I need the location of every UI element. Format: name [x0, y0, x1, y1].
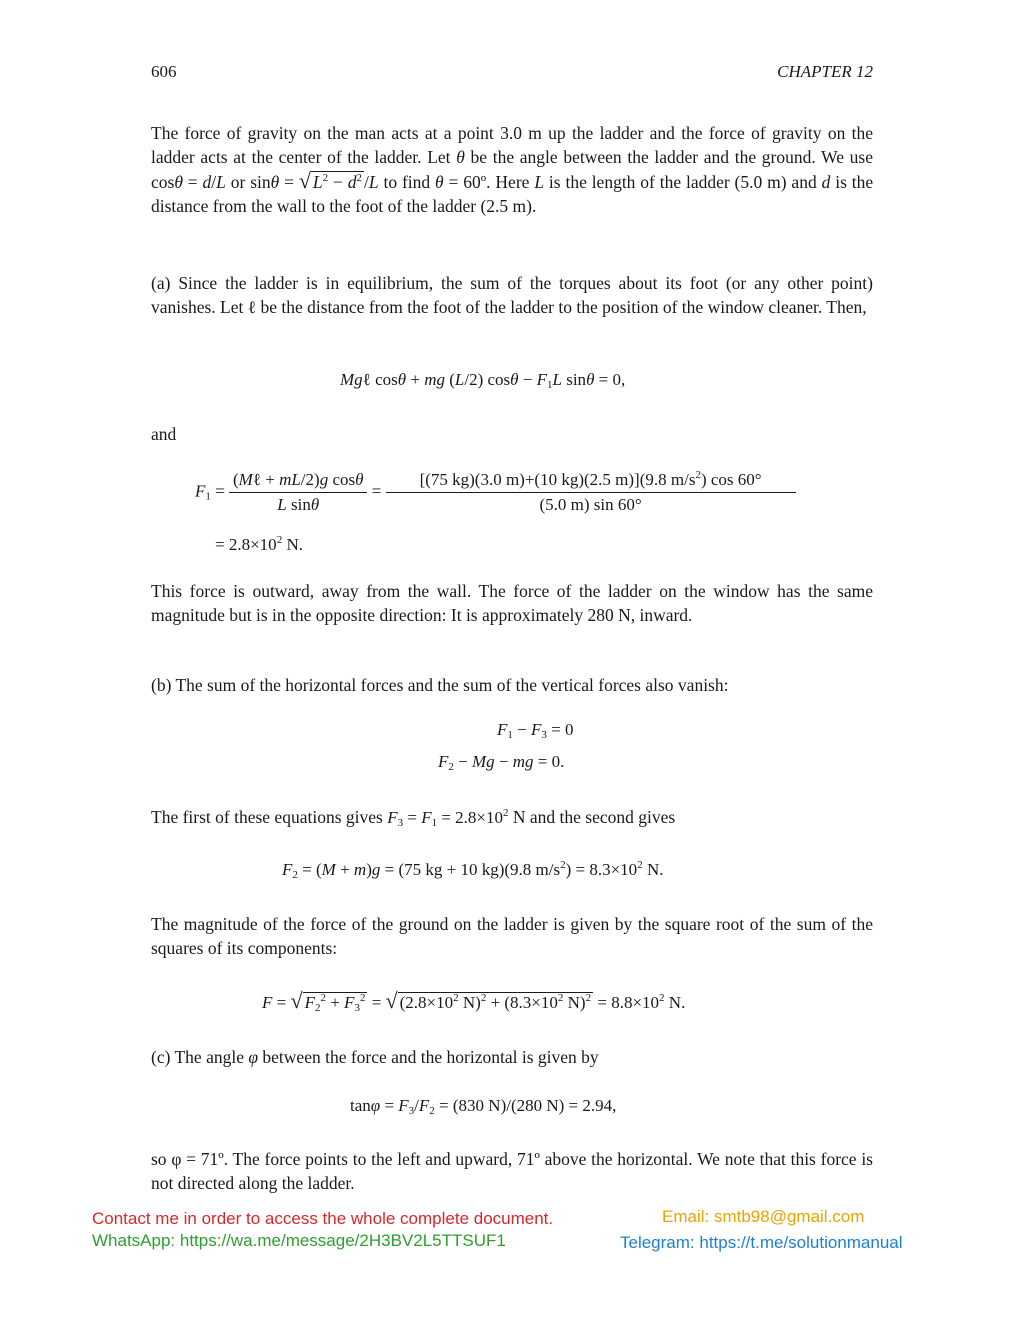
part-c-paragraph: (c) The angle φ between the force and the horizontal is given by — [151, 1047, 599, 1067]
whatsapp-link[interactable]: WhatsApp: https://wa.me/message/2H3BV2L5TTSUF1 — [92, 1231, 506, 1250]
torque-equation: Mgℓ cosθ + mg (L/2) $\cos\theta - F_1L$ sinθ = 0, — [340, 370, 626, 391]
page-number: 606 — [151, 62, 177, 81]
part-a-paragraph: (a) Since the ladder is in equilibrium, the sum of the torques about its foot (or any other point) vanishes. Let ℓ be the distance from the foot of the ladder to the position of the window cleaner. Then, — [151, 273, 873, 317]
theta-value: = 60º. — [448, 172, 491, 192]
part-b-paragraph: (b) The sum of the horizontal forces and the sum of the vertical forces also vanish: — [151, 675, 729, 695]
sin-formula: sinθ = √ $L^2 - d^2$ /L — [250, 168, 379, 193]
theta-symbol: θ — [456, 146, 465, 167]
f1-result: = $2.8\times 10^2$ N. — [215, 534, 303, 554]
intro-text-2: be the angle between the ladder and the ground. We use — [470, 146, 874, 167]
intro-text-6: is the distance from the wall to the foot of the ladder (2.5 m). — [151, 172, 874, 216]
intro-text-4: Here — [495, 172, 530, 192]
vertical-equation: $F_2 - Mg$ − mg = 0. — [438, 752, 565, 773]
intro-text-5: is the length of the ladder (5.0 m) and — [548, 172, 817, 192]
f2-equation: $F_2 = (M + m)g = (75$ kg + 10 kg)(9.8 $m/s^2) = 8.3\times 10^2$ N. — [282, 859, 664, 881]
intro-paragraph: The force of gravity on the man acts at a point 3.0 m up the ladder and the force of gravity on the ladder acts at the center of the ladder. Let θ be the angle between the ladder and the ground. We use cosθ = d/L or sinθ = √ $L^2 - d^2$ /L to find θ = 60º. Here L is the length of the ladder (5.0 m) and d is the distance from the wall to the foot of the ladder (2.5 m). — [151, 123, 874, 216]
and-text: and — [151, 424, 177, 444]
tan-equation: $\tan\varphi = F_3/F_2 = (830$ N)/(280 N) = 2.94, — [350, 1096, 617, 1117]
intro-text-3: to find — [383, 172, 431, 192]
cos-formula: cosθ = d/L — [151, 172, 226, 192]
email-link[interactable]: Email: smtb98@gmail.com — [662, 1207, 865, 1226]
magnitude-equation: F = √ $F_2^2 + F_3^2$ = √ ($2.8\times 10^2$ $N)^2 + (8.3\times 10^2$ $N)^2 = 8.8\times 10^2$ N. — [262, 988, 686, 1014]
f1-equation: $F_1$ = $\frac{\text{(Mℓ + mL/2)g cosθ}}{\text{L sinθ}}$ = $\frac{[(75 kg)(3.0 m)+(10 kg)(2.5 m)](9.8 m/s^2) \cos 60^\circ}{(5.0 m) \sin 60^\circ}$ — [195, 470, 796, 515]
contact-note: Contact me in order to access the whole complete document. — [92, 1209, 554, 1228]
part-b-text: The first of these equations gives $F_3 = F_1 = 2.8\times 10^2$ N and the second gives — [151, 807, 676, 829]
chapter-title: CHAPTER 12 — [777, 62, 873, 81]
part-c-conclusion: so φ = 71º. The force points to the left and upward, 71º above the horizontal. We note that this force is not directed along the ladder. — [151, 1149, 873, 1193]
part-a-conclusion: This force is outward, away from the wall. The force of the ladder on the window has the same magnitude but is in the opposite direction: It is approximately 280 N, inward. — [151, 581, 873, 625]
part-b-magnitude-text: The magnitude of the force of the ground on the ladder is given by the square root of the sum of the squares of its components: — [151, 914, 873, 958]
intro-text-1: The force of gravity on the man acts at a point 3.0 m up the ladder and the force of gravity on the ladder acts at the center of the ladder. Let — [151, 123, 873, 167]
telegram-link[interactable]: Telegram: https://t.me/solutionmanual — [620, 1233, 903, 1252]
horizontal-equation: $F_1 - F_3 = 0$ — [497, 720, 574, 741]
